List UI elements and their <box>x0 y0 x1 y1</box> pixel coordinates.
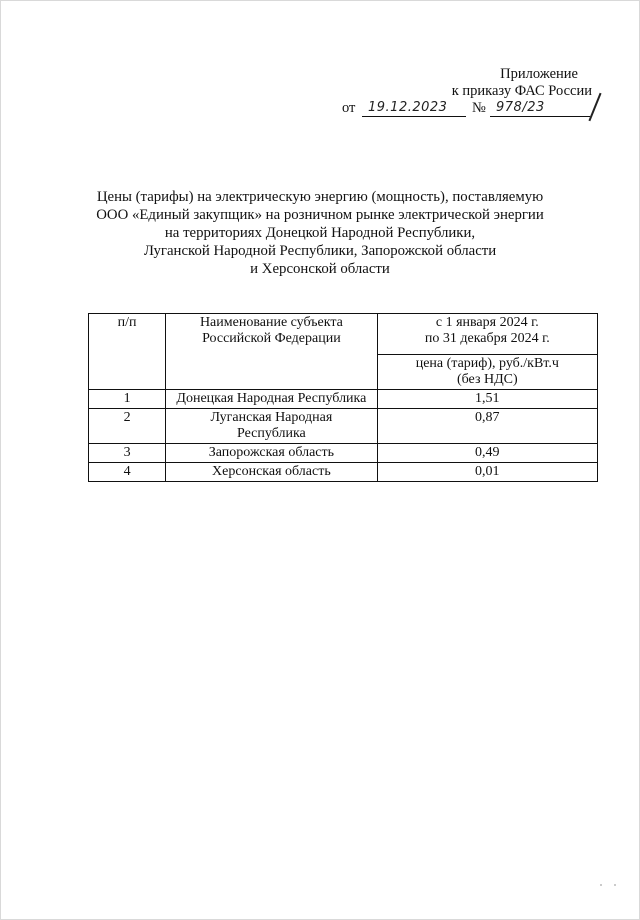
row-price: 0,87 <box>377 409 597 444</box>
tariff-table <box>88 313 598 482</box>
appendix-header <box>342 66 592 120</box>
document-title <box>60 188 580 278</box>
number-handwritten: 978/23 <box>496 100 545 115</box>
header-price-unit <box>377 355 597 390</box>
row-subject <box>166 409 377 444</box>
row-price: 1,51 <box>377 390 597 409</box>
scan-speck <box>614 884 616 886</box>
table-row <box>89 444 598 463</box>
header-subject-line-2: Российской Федерации <box>202 331 341 346</box>
order-reference <box>342 100 592 120</box>
scan-speck <box>600 884 602 886</box>
row-price: 0,49 <box>377 444 597 463</box>
row-subject-line-1: Луганская Народная <box>210 410 333 425</box>
row-num: 4 <box>89 463 166 482</box>
header-period-line-2: по 31 декабря 2024 г. <box>424 331 550 346</box>
header-subject-line-1: Наименование субъекта <box>199 315 343 330</box>
table-row <box>89 390 598 409</box>
row-subject: Донецкая Народная Республика <box>166 390 377 409</box>
row-subject-line-2: Республика <box>237 426 306 441</box>
title-line-1: Цены (тарифы) на электрическую энергию (мощность), поставляемую <box>96 189 544 205</box>
date-handwritten: 19.12.2023 <box>368 100 448 115</box>
header-period <box>377 314 597 355</box>
table-row <box>89 463 598 482</box>
title-line-4: Луганской Народной Республики, Запорожской области <box>143 243 497 259</box>
row-num: 3 <box>89 444 166 463</box>
header-price-line-2: (без НДС) <box>456 372 518 387</box>
row-subject: Запорожская область <box>166 444 377 463</box>
number-underline <box>490 116 590 117</box>
title-line-3: на территориях Донецкой Народной Республики, <box>164 225 476 241</box>
row-price: 0,01 <box>377 463 597 482</box>
title-line-5: и Херсонской области <box>250 261 390 277</box>
appendix-line-2: к приказу ФАС России <box>451 83 592 99</box>
header-price-line-1: цена (тариф), руб./кВт.ч <box>415 356 559 371</box>
row-subject: Херсонская область <box>166 463 377 482</box>
table-row <box>89 409 598 444</box>
date-label: от <box>342 100 356 116</box>
date-underline <box>362 116 466 117</box>
appendix-line-1: Приложение <box>500 66 578 82</box>
header-subject <box>166 314 377 390</box>
header-period-line-1: с 1 января 2024 г. <box>435 315 539 330</box>
number-label: № <box>472 100 486 116</box>
header-num: п/п <box>89 314 166 390</box>
row-num: 1 <box>89 390 166 409</box>
row-num: 2 <box>89 409 166 444</box>
title-line-2: ООО «Единый закупщик» на розничном рынке электрической энергии <box>96 207 544 223</box>
